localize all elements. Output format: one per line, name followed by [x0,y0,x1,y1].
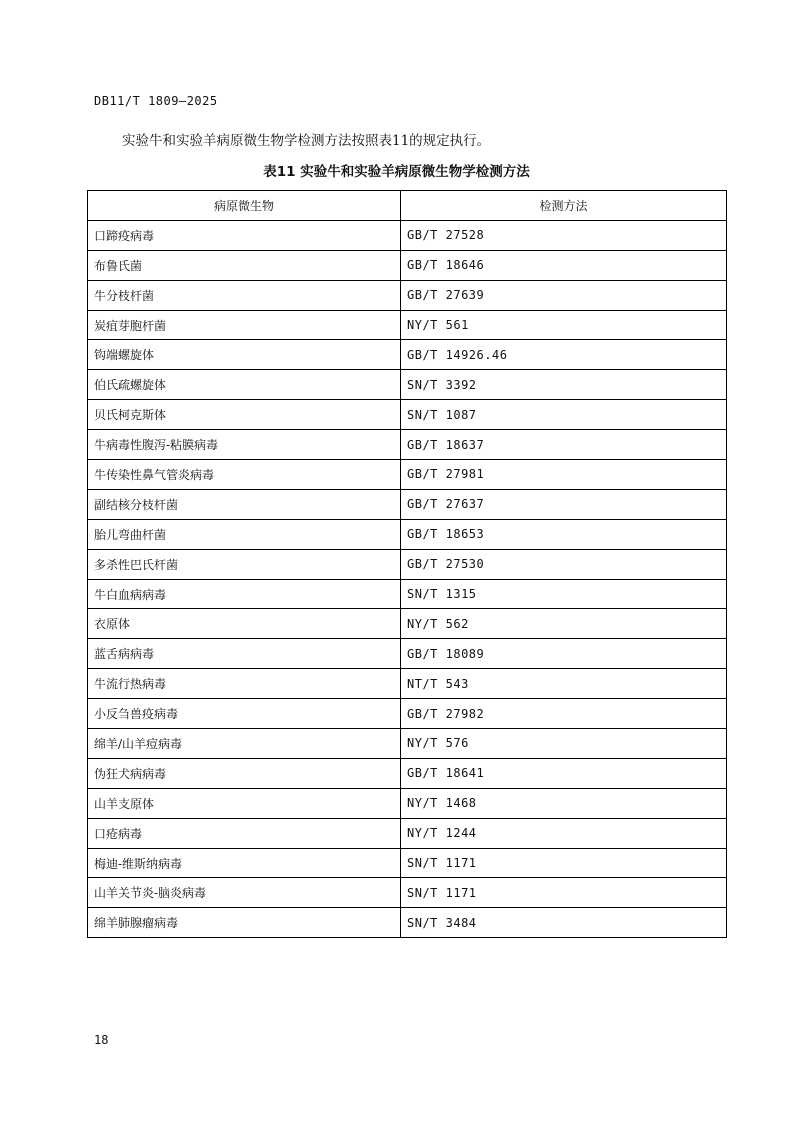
method-cell: GB/T 18641 [401,758,727,788]
method-cell: GB/T 18089 [401,639,727,669]
pathogen-cell: 蓝舌病病毒 [88,639,401,669]
table-row [88,220,727,250]
table-row [88,609,727,639]
pathogen-cell: 牛病毒性腹泻-粘膜病毒 [88,430,401,460]
method-cell: NT/T 543 [401,669,727,699]
pathogen-cell: 钩端螺旋体 [88,340,401,370]
detection-methods-table [87,190,727,938]
table-row [88,519,727,549]
pathogen-cell: 牛白血病病毒 [88,579,401,609]
pathogen-cell: 伪狂犬病病毒 [88,758,401,788]
method-cell: NY/T 1244 [401,818,727,848]
table-row [88,729,727,759]
table-row [88,878,727,908]
table-row [88,340,727,370]
method-cell: SN/T 1171 [401,848,727,878]
pathogen-cell: 绵羊肺腺瘤病毒 [88,908,401,938]
document-id: DB11/T 1809—2025 [94,94,218,108]
table-row [88,669,727,699]
pathogen-cell: 伯氏疏螺旋体 [88,370,401,400]
table-header-row [88,191,727,221]
method-cell: GB/T 18653 [401,519,727,549]
pathogen-cell: 梅迪-维斯纳病毒 [88,848,401,878]
method-cell: NY/T 562 [401,609,727,639]
method-cell: SN/T 1171 [401,878,727,908]
table-body [88,220,727,937]
method-cell: GB/T 27528 [401,220,727,250]
pathogen-cell: 多杀性巴氏杆菌 [88,549,401,579]
intro-paragraph: 实验牛和实验羊病原微生物学检测方法按照表11的规定执行。 [122,133,491,149]
table-row [88,489,727,519]
table-row [88,639,727,669]
method-cell: GB/T 27981 [401,460,727,490]
column-header-pathogen: 病原微生物 [88,191,401,221]
method-cell: GB/T 27982 [401,699,727,729]
pathogen-cell: 贝氏柯克斯体 [88,400,401,430]
table-row [88,699,727,729]
method-cell: SN/T 1087 [401,400,727,430]
method-cell: SN/T 1315 [401,579,727,609]
method-cell: GB/T 27639 [401,280,727,310]
table-row [88,460,727,490]
method-cell: NY/T 576 [401,729,727,759]
table-row [88,400,727,430]
pathogen-cell: 山羊支原体 [88,788,401,818]
pathogen-cell: 山羊关节炎-脑炎病毒 [88,878,401,908]
table-row [88,908,727,938]
table-row [88,549,727,579]
table-row [88,758,727,788]
pathogen-cell: 胎儿弯曲杆菌 [88,519,401,549]
table-row [88,250,727,280]
table-row [88,848,727,878]
page-number: 18 [94,1033,109,1047]
pathogen-cell: 口蹄疫病毒 [88,220,401,250]
pathogen-cell: 布鲁氏菌 [88,250,401,280]
table-row [88,280,727,310]
pathogen-cell: 牛传染性鼻气管炎病毒 [88,460,401,490]
method-cell: GB/T 18637 [401,430,727,460]
pathogen-cell: 口疮病毒 [88,818,401,848]
table-row [88,579,727,609]
table-row [88,370,727,400]
method-cell: GB/T 27637 [401,489,727,519]
pathogen-cell: 副结核分枝杆菌 [88,489,401,519]
method-cell: NY/T 561 [401,310,727,340]
method-cell: GB/T 14926.46 [401,340,727,370]
pathogen-cell: 牛分枝杆菌 [88,280,401,310]
method-cell: GB/T 27530 [401,549,727,579]
pathogen-cell: 小反刍兽疫病毒 [88,699,401,729]
table-row [88,310,727,340]
table-row [88,818,727,848]
column-header-method: 检测方法 [401,191,727,221]
pathogen-cell: 牛流行热病毒 [88,669,401,699]
method-cell: SN/T 3392 [401,370,727,400]
pathogen-cell: 绵羊/山羊痘病毒 [88,729,401,759]
method-cell: NY/T 1468 [401,788,727,818]
table-title: 表11 实验牛和实验羊病原微生物学检测方法 [263,164,530,180]
pathogen-cell: 炭疽芽胞杆菌 [88,310,401,340]
pathogen-cell: 衣原体 [88,609,401,639]
table-row [88,430,727,460]
method-cell: SN/T 3484 [401,908,727,938]
method-cell: GB/T 18646 [401,250,727,280]
table-row [88,788,727,818]
